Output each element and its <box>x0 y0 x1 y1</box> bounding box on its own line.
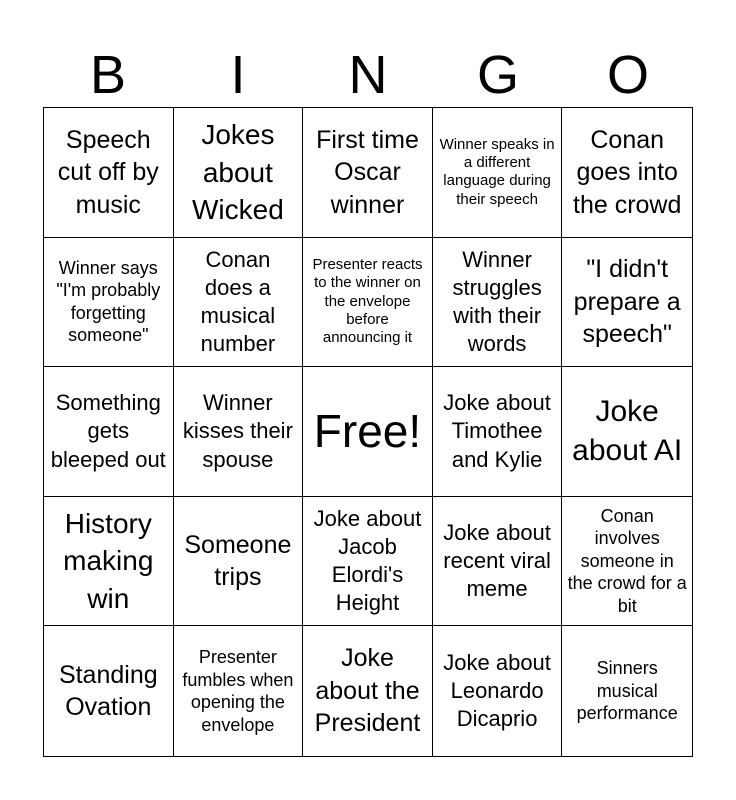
bingo-cell[interactable] <box>44 367 174 497</box>
cell-text: Winner kisses their spouse <box>182 390 293 472</box>
bingo-cell[interactable] <box>562 367 692 497</box>
cell-text: Conan goes into the crowd <box>573 125 682 219</box>
free-space-cell[interactable] <box>303 367 433 497</box>
header-letter-b: B <box>89 45 127 105</box>
cell-text: First time Oscar winner <box>316 125 419 219</box>
cell-text: History making win <box>63 508 154 614</box>
bingo-board <box>43 107 693 757</box>
bingo-cell[interactable] <box>174 238 304 368</box>
bingo-header <box>43 42 693 108</box>
bingo-cell[interactable] <box>174 108 304 238</box>
header-letter-g: G <box>476 45 519 105</box>
cell-text: Standing Ovation <box>58 660 158 722</box>
cell-text: Someone trips <box>184 530 292 592</box>
bingo-cell[interactable] <box>44 626 174 756</box>
bingo-cell[interactable] <box>433 497 563 627</box>
bingo-cell[interactable] <box>562 626 692 756</box>
bingo-cell[interactable] <box>433 238 563 368</box>
cell-text: Free! <box>313 405 422 458</box>
cell-text: "I didn't prepare a speech" <box>573 255 681 349</box>
bingo-cell[interactable] <box>174 497 304 627</box>
bingo-cell[interactable] <box>562 497 692 627</box>
bingo-cell[interactable] <box>303 108 433 238</box>
cell-text: Joke about the President <box>314 644 421 738</box>
cell-text: Presenter reacts to the winner on the envelope before announcing it <box>312 256 423 347</box>
cell-text: Joke about Jacob Elordi's Height <box>313 505 422 616</box>
cell-text: Joke about recent viral meme <box>443 519 551 602</box>
cell-text: Winner struggles with their words <box>452 246 542 357</box>
cell-text: Joke about AI <box>572 395 683 468</box>
bingo-cell[interactable] <box>44 238 174 368</box>
header-letter-o: O <box>606 45 649 105</box>
bingo-cell[interactable] <box>174 367 304 497</box>
cell-text: Sinners musical performance <box>576 658 678 724</box>
cell-text: Speech cut off by music <box>57 125 159 219</box>
bingo-cell[interactable] <box>174 626 304 756</box>
bingo-cell[interactable] <box>562 108 692 238</box>
cell-text: Joke about Leonardo Dicaprio <box>443 649 551 732</box>
bingo-cell[interactable] <box>303 626 433 756</box>
cell-text: Joke about Timothee and Kylie <box>443 390 551 472</box>
cell-text: Winner says "I'm probably forgetting someone" <box>56 257 161 346</box>
cell-text: Conan involves someone in the crowd for a bit <box>567 505 687 616</box>
cell-text: Conan does a musical number <box>200 246 276 357</box>
header-letter-n: N <box>348 45 388 105</box>
bingo-cell[interactable] <box>433 367 563 497</box>
cell-text: Something gets bleeped out <box>50 390 166 472</box>
bingo-cell[interactable] <box>303 238 433 368</box>
bingo-cell[interactable] <box>433 108 563 238</box>
bingo-cell[interactable] <box>562 238 692 368</box>
bingo-cell[interactable] <box>44 108 174 238</box>
cell-text: Presenter fumbles when opening the envelope <box>182 647 294 735</box>
bingo-cell[interactable] <box>433 626 563 756</box>
cell-text: Winner speaks in a different language during their speech <box>439 135 555 208</box>
bingo-cell[interactable] <box>44 497 174 627</box>
cell-text: Jokes about Wicked <box>191 119 284 225</box>
header-letter-i: I <box>230 45 246 105</box>
bingo-cell[interactable] <box>303 497 433 627</box>
